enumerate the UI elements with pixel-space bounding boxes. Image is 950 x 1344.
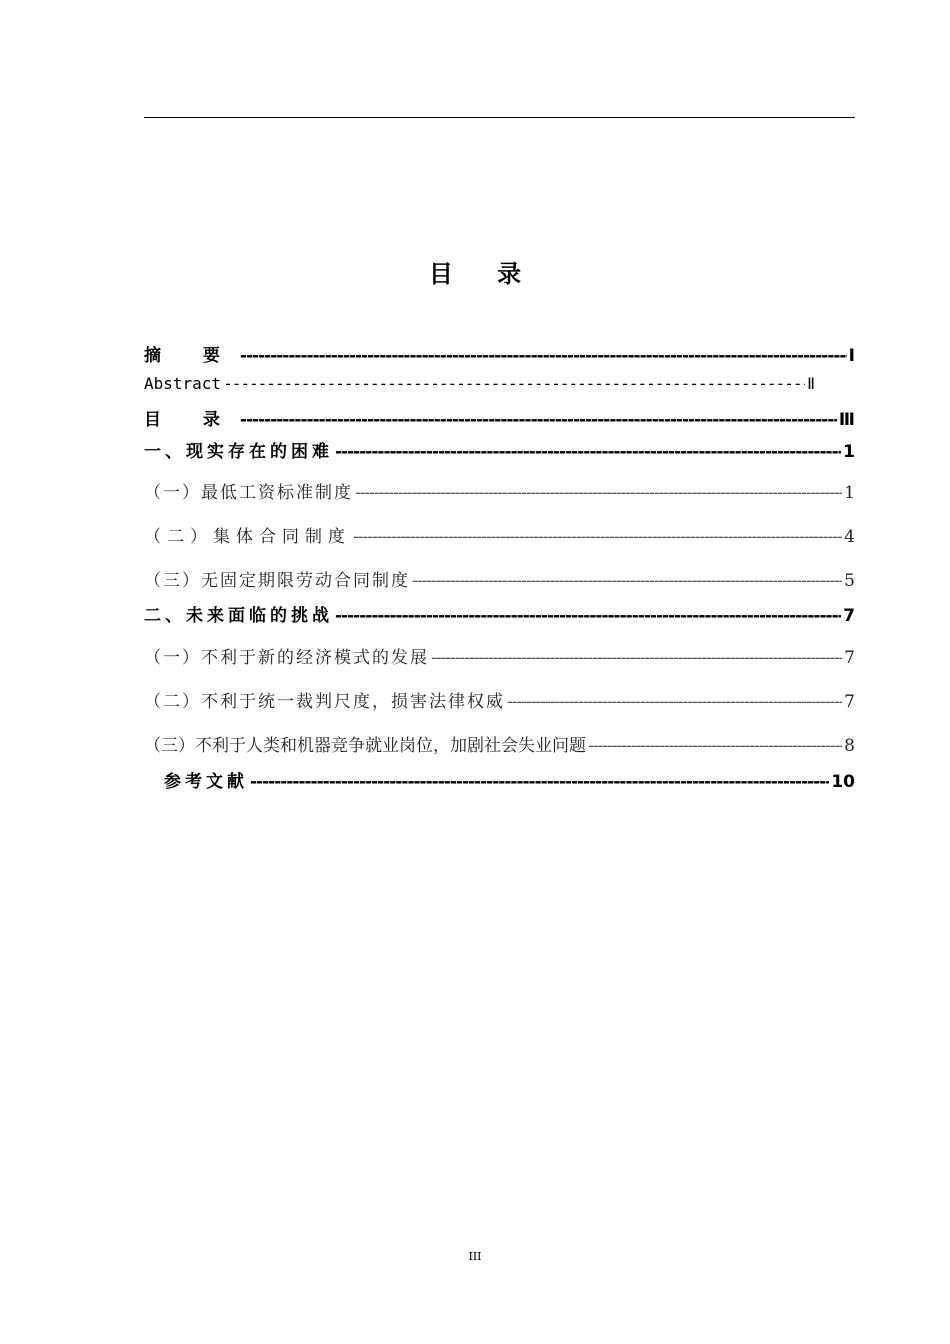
toc-leader-dots <box>240 410 837 430</box>
toc-leader-dots <box>353 527 842 547</box>
toc-leader-dots <box>335 606 841 626</box>
toc-leader-dots <box>240 346 847 366</box>
toc-leader-dots <box>223 374 805 393</box>
toc-entry-label: 二、未来面临的挑战 <box>144 606 333 626</box>
toc-entry-section-2-1[interactable] <box>144 643 855 668</box>
toc-entry-label: 摘 要 <box>144 346 238 366</box>
toc-leader-dots <box>507 692 842 712</box>
toc-page-number: 5 <box>844 571 855 591</box>
toc-entry-section-2-2[interactable] <box>144 687 855 712</box>
toc-page-number: 7 <box>844 648 855 668</box>
toc-entry-label: （二）不利于统一裁判尺度，损害法律权威 <box>144 692 505 712</box>
header-rule <box>144 117 855 118</box>
toc-entry-references[interactable] <box>164 767 855 792</box>
toc-leader-dots <box>588 736 842 756</box>
toc-entry-label: （一）最低工资标准制度 <box>144 483 353 503</box>
toc-entry-chapter-2[interactable] <box>144 601 855 626</box>
toc-entry-label: 参考文献 <box>164 772 248 792</box>
toc-entry-section-2-3[interactable] <box>144 731 855 756</box>
toc-page-number: Ⅰ <box>848 346 855 366</box>
toc-page-number: 7 <box>843 606 855 626</box>
toc-entry-section-1-2[interactable] <box>144 522 855 547</box>
toc-entry-summary[interactable] <box>144 341 855 366</box>
toc-page-number: 4 <box>844 527 855 547</box>
toc-leader-dots <box>412 571 842 591</box>
toc-page-number: Ⅱ <box>807 374 815 393</box>
toc-entry-section-1-3[interactable] <box>144 566 855 591</box>
page-number-footer: III <box>468 1250 482 1263</box>
toc-entry-label: 一、现实存在的困难 <box>144 442 333 462</box>
toc-entry-label: （三）不利于人类和机器竞争就业岗位，加剧社会失业问题 <box>144 736 586 756</box>
toc-leader-dots <box>355 483 842 503</box>
toc-page-number: 1 <box>844 483 855 503</box>
toc-page-number: 7 <box>844 692 855 712</box>
toc-page-number: 10 <box>831 772 855 792</box>
toc-entry-label: Abstract <box>144 374 222 393</box>
toc-entry-chapter-1[interactable] <box>144 437 855 462</box>
toc-leader-dots <box>431 648 842 668</box>
toc-leader-dots <box>250 772 829 792</box>
toc-page-number: Ⅲ <box>838 410 855 430</box>
toc-entry-contents[interactable] <box>144 405 855 430</box>
toc-entry-label: （一）不利于新的经济模式的发展 <box>144 648 429 668</box>
toc-entry-label: （三）无固定期限劳动合同制度 <box>144 571 410 591</box>
toc-entry-label: （二）集体合同制度 <box>144 527 351 547</box>
toc-entry-abstract[interactable] <box>144 374 815 393</box>
toc-entry-section-1-1[interactable] <box>144 478 855 503</box>
page-title: 目 录 <box>428 260 540 288</box>
toc-page-number: 8 <box>844 736 855 756</box>
toc-page-number: 1 <box>843 442 855 462</box>
toc-entry-label: 目 录 <box>144 410 238 430</box>
toc-leader-dots <box>335 442 841 462</box>
